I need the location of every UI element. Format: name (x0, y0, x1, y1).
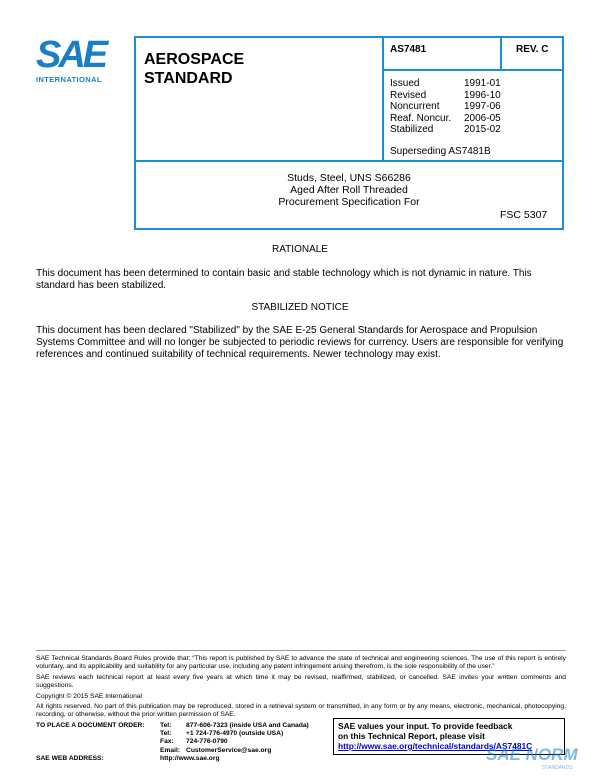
history-row (390, 113, 501, 125)
contact-row (36, 730, 309, 738)
header-divider-horizontal (134, 160, 564, 162)
revision-label: REV. C (516, 44, 549, 55)
history-label: Stabilized (390, 124, 434, 135)
title-line-2: STANDARD (144, 70, 233, 87)
contact-value: 877-606-7323 (inside USA and Canada) (186, 722, 309, 729)
contact-email[interactable]: CustomerService@sae.org (186, 746, 272, 754)
revision-divider (500, 36, 502, 70)
superseding-note: Superseding AS7481B (390, 146, 491, 157)
order-contact-block (36, 722, 309, 755)
contact-row (36, 738, 309, 746)
document-type-title (144, 50, 244, 88)
contact-row (36, 722, 309, 730)
subject-line-3: Procurement Specification For (278, 196, 420, 208)
header-divider-vertical (382, 36, 384, 161)
sae-logo (36, 36, 116, 84)
web-address-label: SAE WEB ADDRESS: (36, 755, 104, 762)
watermark-sub: STANDARDS (542, 765, 573, 771)
footer-copyright: Copyright © 2015 SAE International (36, 693, 143, 700)
contact-value: 724-776-0790 (186, 738, 228, 746)
contact-label: Email: (160, 746, 181, 754)
logo-letters: SAE (36, 34, 106, 76)
rationale-heading: RATIONALE (272, 244, 328, 255)
stabilized-notice-text: This document has been declared "Stabilized" by the SAE E-25 General Standards for Aerospace and Propulsion Systems Committee and will no longer be subjected to periodic reviews for currency. Users are responsible for verifying references and continued suitability of technical requirements. Newer technology may exist. (36, 325, 564, 360)
subject-line-2: Aged After Roll Threaded (290, 184, 408, 196)
history-label: Reaf. Noncur. (390, 112, 452, 124)
footer-rights-text: All rights reserved. No part of this publication may be reproduced, stored in a retrieval system or transmitted, in any form or by any means, electronic, mechanical, photocopying, recording, or otherwise, without the prior written permission of SAE. (36, 703, 566, 718)
web-address-link[interactable]: http://www.sae.org (160, 755, 220, 762)
title-line-1: AEROSPACE (144, 51, 245, 68)
history-row (390, 78, 501, 90)
history-date: 2006-05 (464, 112, 501, 124)
history-row (390, 101, 501, 113)
logo-subtitle: INTERNATIONAL (36, 75, 102, 84)
history-label: Revised (390, 89, 427, 101)
history-label: Noncurrent (390, 101, 440, 112)
history-row (390, 90, 501, 102)
doc-number-divider (382, 69, 564, 71)
rationale-text: This document has been determined to contain basic and stable technology which is not dynamic in nature. This standard has been stabilized. (36, 268, 532, 291)
history-row (390, 124, 501, 136)
feedback-link[interactable]: http://www.sae.org/technical/standards/AS7481C (338, 741, 533, 751)
subject-line-1: Studs, Steel, UNS S66286 (287, 172, 411, 184)
order-label: TO PLACE A DOCUMENT ORDER: (36, 722, 145, 729)
history-date: 1991-01 (464, 78, 501, 89)
document-history (390, 78, 501, 136)
history-date: 1996-10 (464, 89, 501, 101)
sae-norm-watermark (484, 740, 584, 772)
watermark-text: SAE NORM (486, 745, 578, 764)
footer-review-text: SAE reviews each technical report at least every five years at which time it may be revised, reaffirmed, stabilized, or cancelled. SAE invites your written comments and suggestions. (36, 674, 566, 689)
contact-label: Tel: (160, 730, 172, 738)
footer-divider (36, 650, 566, 651)
fsc-code: FSC 5307 (500, 209, 548, 221)
contact-value: +1 724-776-4970 (outside USA) (186, 730, 284, 738)
feedback-line-1: SAE values your input. To provide feedback (338, 721, 513, 731)
stabilized-notice-heading: STABILIZED NOTICE (251, 302, 349, 313)
contact-label: Fax: (160, 738, 174, 746)
footer-rules-text: SAE Technical Standards Board Rules provide that: “This report is published by SAE to advance the state of technical and engineering sciences. The use of this report is entirely voluntary, and its applicability and suitability for any particular use, including any patent infringement arising therefrom, is the sole responsibility of the user.” (36, 655, 566, 670)
history-date: 1997-06 (464, 101, 501, 112)
history-label: Issued (390, 78, 420, 89)
contact-row (36, 747, 309, 755)
history-date: 2015-02 (464, 124, 501, 135)
document-subject (134, 172, 564, 208)
contact-label: Tel: (160, 722, 172, 729)
feedback-line-2: on this Technical Report, please visit (338, 731, 485, 741)
document-number: AS7481 (390, 44, 427, 55)
web-address-row (36, 755, 220, 762)
